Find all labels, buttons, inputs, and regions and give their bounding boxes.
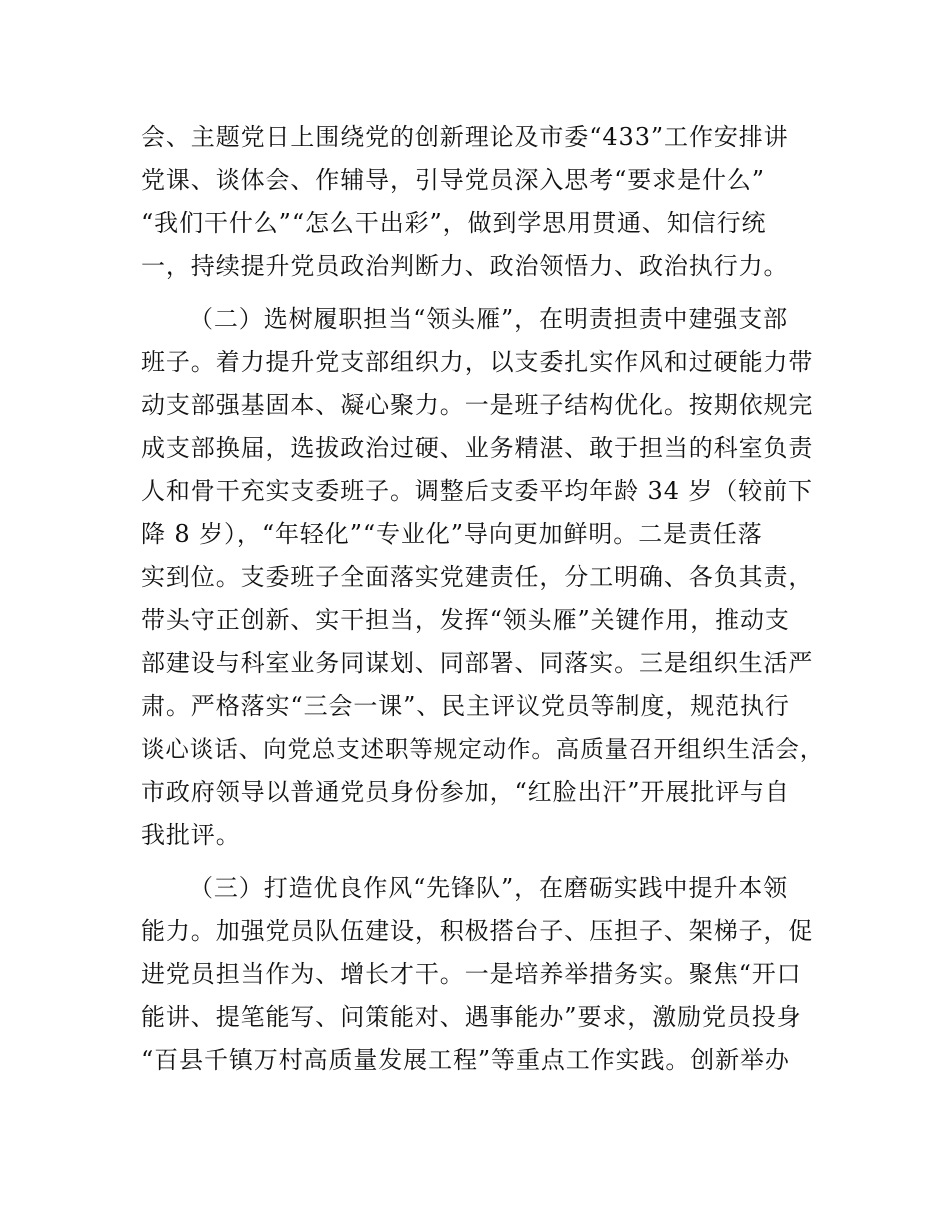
- paragraph-1: [141, 116, 831, 288]
- paragraph-spacer: [141, 857, 831, 867]
- text-line: 人和骨干充实支委班子。调整后支委平均年龄 34 岁（较前下: [141, 477, 813, 505]
- text-line: 市政府领导以普通党员身份参加，“红脸出汗”开展批评与自: [141, 778, 790, 806]
- text-line: 谈心谈话、向党总支述职等规定动作。高质量召开组织生活会，: [141, 735, 825, 763]
- section-heading-line: （二）选树履职担当“领头雁”，在明责担责中建强支部: [189, 305, 789, 333]
- text-line: 能讲、提笔能写、问策能对、遇事能办”要求，激励党员投身: [141, 1003, 802, 1031]
- section-heading-line: （三）打造优良作风“先锋队”，在磨砺实践中提升本领: [189, 874, 789, 902]
- text-line: 一，持续提升党员政治判断力、政治领悟力、政治执行力。: [141, 252, 789, 280]
- text-line: “百县千镇万村高质量发展工程”等重点工作实践。创新举办: [141, 1046, 790, 1074]
- text-line: 班子。着力提升党支部组织力，以支委扎实作风和过硬能力带: [141, 348, 814, 376]
- text-line: 实到位。支委班子全面落实党建责任，分工明确、各负其责，: [141, 563, 814, 591]
- text-line: 能力。加强党员队伍建设，积极搭台子、压担子、架梯子，促: [141, 917, 814, 945]
- text-line: 肃。严格落实“三会一课”、民主评议党员等制度，规范执行: [141, 692, 790, 720]
- text-line: “我们干什么”“怎么干出彩”，做到学思用贯通、知信行统: [141, 209, 767, 237]
- document-body: [141, 116, 831, 1082]
- text-line: 动支部强基固本、凝心聚力。一是班子结构优化。按期依规完: [141, 391, 814, 419]
- paragraph-3: [141, 867, 831, 1082]
- text-line: 带头守正创新、实干担当，发挥“领头雁”关键作用，推动支: [141, 606, 790, 634]
- paragraph-spacer: [141, 288, 831, 298]
- text-line: 会、主题党日上围绕党的创新理论及市委“433”工作安排讲: [141, 123, 789, 151]
- text-line: 降 8 岁），“年轻化”“专业化”导向更加鲜明。二是责任落: [141, 520, 763, 548]
- text-line: 成支部换届，选拔政治过硬、业务精湛、敢于担当的科室负责: [141, 434, 814, 462]
- text-line: 我批评。: [141, 821, 241, 849]
- text-line: 进党员担当作为、增长才干。一是培养举措务实。聚焦“开口: [141, 960, 802, 988]
- text-line: 部建设与科室业务同谋划、同部署、同落实。三是组织生活严: [141, 649, 814, 677]
- paragraph-2: [141, 298, 831, 857]
- text-line: 党课、谈体会、作辅导，引导党员深入思考“要求是什么”: [141, 166, 765, 194]
